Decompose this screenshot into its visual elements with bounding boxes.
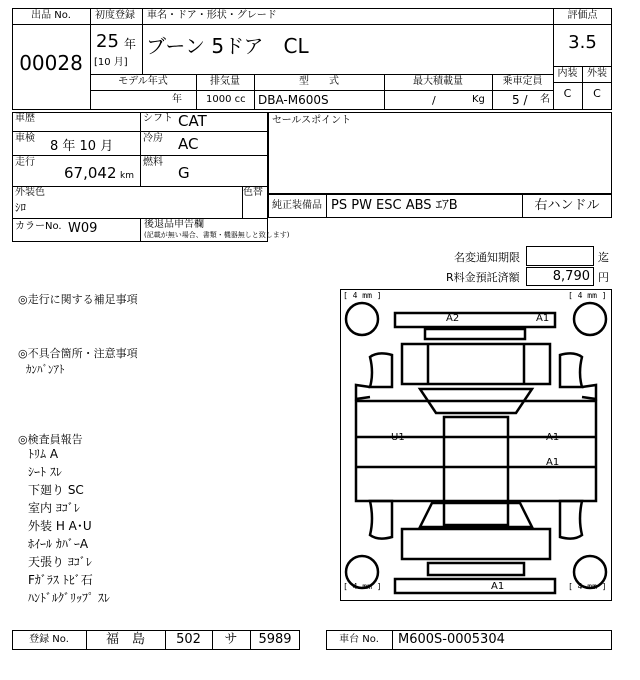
mark-front-bumper-left: A2 [446,313,460,324]
rear-window [420,503,532,527]
name-change-unit: 迄 [598,251,609,264]
capacity-value: 5 / [512,93,528,107]
left-front-fender [370,353,392,387]
inspector-item: Fｶﾞﾗｽ ﾄﾋﾞ石 [28,573,93,587]
tire-front-right-depth: [ 4 mm ] [568,291,607,300]
interior-grade: C [563,87,572,100]
tire-rear-left-depth: [ 4 mm ] [343,582,382,591]
defects-title: ◎不具合箇所・注意事項 [18,347,138,360]
front-bumper [395,313,555,327]
chassis-number: M600S-0005304 [398,632,505,647]
inspector-item: 外装 H A･U [28,519,92,533]
tire-front-right [574,303,606,335]
rating-value: 3.5 [568,32,597,53]
tailgate [402,529,550,559]
mark-right-rear-door: A1 [546,457,560,468]
lot-number: 00028 [19,51,83,75]
tire-rear-right-depth: [ 4 mm ] [568,582,607,591]
tire-front-left [346,303,378,335]
roof [444,417,508,525]
reg-no-label: 登録 No. [29,634,69,645]
reg-number: 5989 [258,632,292,647]
front-grille [425,329,525,339]
reg-class: 502 [176,632,201,647]
exterior-label: 外装 [587,68,607,79]
rear-bumper [395,579,555,593]
inspector-item: 室内 ﾖｺﾞﾚ [28,501,80,515]
reg-region: 福 島 [105,632,145,647]
interior-label: 内装 [557,68,578,79]
color-no-label: カラーNo. [15,221,62,232]
hood [402,344,550,384]
capacity-label: 乗車定員 [502,76,543,87]
shift-label: シフト [143,113,173,124]
sales-point-label: セールスポイント [272,115,352,126]
inspector-item: ﾄﾘﾑ A [28,447,59,461]
reg-month: [10 月] [94,57,128,68]
aftermarket-label: 後退品申告欄 [144,219,204,230]
model-year-unit: 年 [172,94,182,105]
equipment-label: 純正装備品 [272,200,322,211]
mark-rear-bumper: A1 [491,581,505,592]
inspector-item: ｼｰﾄ ｽﾚ [28,465,62,479]
recycle-value: 8,790 [552,269,590,284]
car-diagram-drawing [340,289,612,601]
tire-front-left-depth: [ 4 mm ] [343,291,382,300]
inspector-title: ◎検査員報告 [18,433,83,446]
inspection-label: 車検 [15,133,35,144]
repaint-label: 色替 [243,187,263,198]
inspector-item: ﾊﾝﾄﾞﾙｸﾞﾘｯﾌﾟ ｽﾚ [28,591,110,605]
exterior-color-label: 外装色 [15,187,45,198]
mark-front-bumper-right: A1 [536,313,550,324]
steering-value: 右ハンドル [534,198,600,213]
car-name: ブーン 5ドア CL [146,34,309,58]
displacement-label: 排気量 [210,76,240,87]
lot-no-label: 出品 No. [31,10,71,21]
shift-value: CAT [178,112,207,130]
car-name-label: 車名・ドア・形状・グレード [147,10,277,21]
mileage-value: 67,042 [64,164,117,182]
right-rear-fender [560,501,582,539]
driving-notes-title: ◎走行に関する補足事項 [18,293,138,306]
inspection-value: 8 年 10 月 [50,139,114,154]
model-year-label: モデル年式 [118,76,168,87]
mileage-label: 走行 [15,157,35,168]
exterior-color-value: ｼﾛ [15,201,26,214]
displacement-value: 1000 cc [206,94,246,105]
color-no-value: W09 [68,221,98,236]
inspector-item: 天張り ﾖｺﾞﾚ [28,555,92,569]
rating-label: 評価点 [567,10,598,21]
inspector-item: 下廻り SC [28,483,84,497]
reg-kana: サ [224,632,238,647]
name-change-label: 名変通知期限 [454,251,520,264]
fuel-label: 燃料 [143,157,163,168]
license-plate [428,563,524,575]
exterior-grade: C [593,87,601,100]
first-reg-label: 初度登録 [95,10,135,21]
chassis-label: 車台 No. [339,634,379,645]
ac-value: AC [178,135,199,153]
equipment-value: PS PW ESC ABS ｴｱB [331,198,458,213]
history-label: 車歴 [15,113,35,124]
capacity-unit: 名 [540,94,550,105]
mileage-unit: km [120,171,134,181]
reg-year-unit: 年 [124,37,137,51]
name-change-box [526,246,594,266]
recycle-label: R料金預託済額 [446,271,520,284]
max-load-value: / [432,94,436,107]
mark-right-front-door: A1 [546,432,560,443]
defect-item: ｶﾝﾊﾞﾝｱﾄ [26,363,65,376]
recycle-unit: 円 [598,271,609,284]
reg-year: 25 [96,31,119,52]
left-rear-fender [370,501,392,539]
max-load-label: 最大積載量 [413,76,463,87]
max-load-unit: Kg [472,94,485,105]
inspector-item: ﾎｲｰﾙ ｶﾊﾞｰA [28,537,89,551]
ac-label: 冷房 [143,133,163,144]
fuel-value: G [178,164,190,182]
right-front-fender [560,353,582,387]
mark-left-side: U1 [391,432,405,443]
model-type-label: 型 式 [299,76,339,87]
model-type-value: DBA-M600S [258,93,329,107]
aftermarket-note: (記載が無い場合、書類・機器無しと致します) [144,231,290,239]
